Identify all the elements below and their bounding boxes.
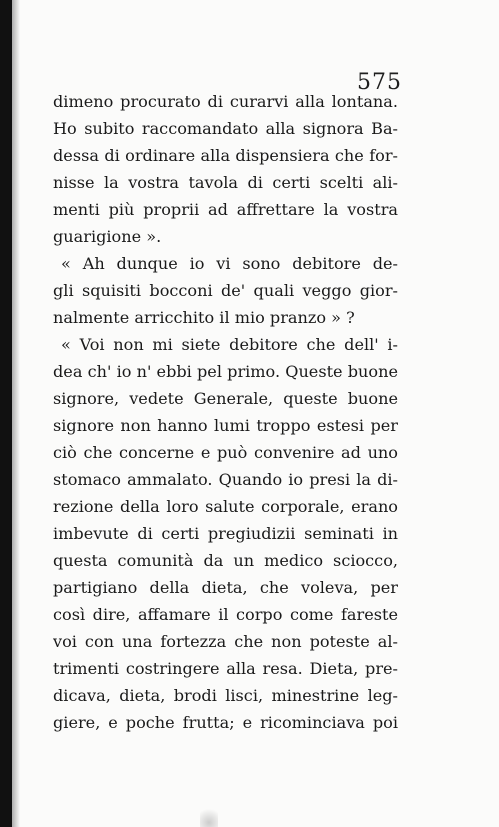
- text-line: signore, vedete Generale, queste buone: [53, 389, 398, 408]
- text-line: dessa di ordinare alla dispensiera che for-: [53, 146, 398, 165]
- text-line: trimenti costringere alla resa. Dieta, pre-: [53, 659, 398, 678]
- page-edge-shadow: [12, 0, 20, 827]
- text-line: menti più proprii ad affrettare la vostra: [53, 200, 398, 219]
- text-line: voi con una fortezza che non poteste al-: [53, 632, 398, 651]
- text-line: rezione della loro salute corporale, erano: [53, 497, 398, 516]
- text-line: dicava, dieta, brodi lisci, minestrine leg-: [53, 686, 398, 705]
- text-line: dimeno procurato di curarvi alla lontana.: [53, 92, 398, 111]
- text-line: partigiano della dieta, che voleva, per: [53, 578, 398, 597]
- body-text: [53, 88, 398, 736]
- text-line: « Voi non mi siete debitore che dell' i-: [61, 335, 398, 354]
- text-line: signore non hanno lumi troppo estesi per: [53, 416, 398, 435]
- text-line: dea ch' io n' ebbi pel primo. Queste buone: [53, 362, 398, 381]
- page-number: 575: [357, 70, 402, 95]
- text-line: ciò che concerne e può convenire ad uno: [53, 443, 398, 462]
- text-line: guarigione ».: [53, 227, 162, 246]
- text-line: nisse la vostra tavola di certi scelti ali-: [53, 173, 398, 192]
- text-line: « Ah dunque io vi sono debitore de-: [61, 254, 398, 273]
- text-line: imbevute di certi pregiudizii seminati in: [53, 524, 398, 543]
- text-line: nalmente arricchito il mio pranzo » ?: [53, 308, 355, 327]
- text-line: questa comunità da un medico sciocco,: [53, 551, 398, 570]
- text-line: Ho subito raccomandato alla signora Ba-: [53, 119, 398, 138]
- text-line: così dire, affamare il corpo come fareste: [53, 605, 398, 624]
- text-line: gli squisiti bocconi de' quali veggo gior-: [53, 281, 398, 300]
- ink-smudge: [200, 805, 218, 827]
- text-line: giere, e poche frutta; e ricominciava poi: [53, 713, 398, 732]
- text-line: stomaco ammalato. Quando io presi la di-: [53, 470, 398, 489]
- page-binding-edge: [0, 0, 12, 827]
